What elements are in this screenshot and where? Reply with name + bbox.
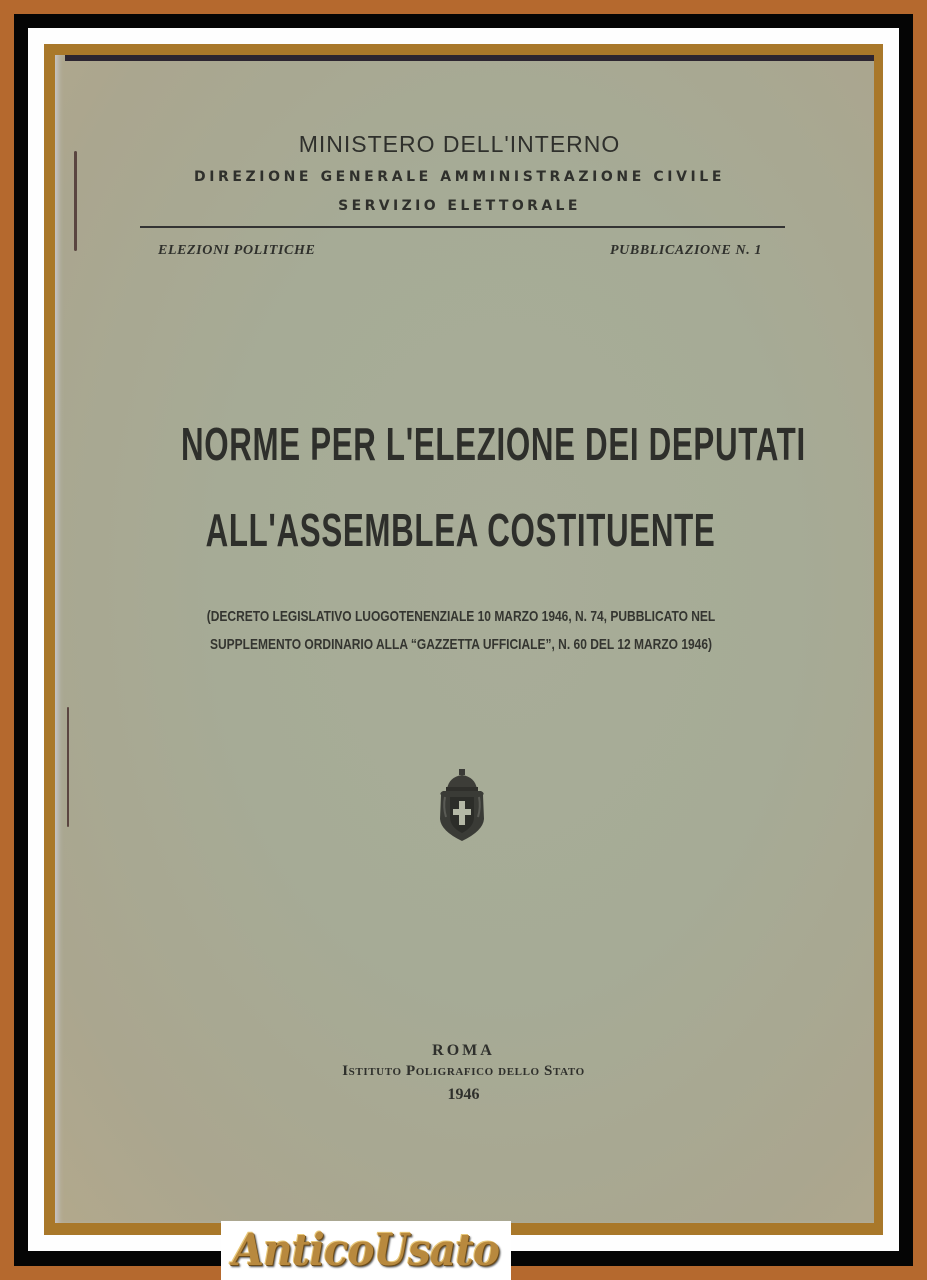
document-cover — [55, 55, 874, 1223]
staple-icon — [67, 707, 69, 827]
document-title-line2: ALL'ASSEMBLEA COSTITUENTE — [205, 504, 716, 556]
ministry-heading: MINISTERO DELL'INTERNO — [298, 131, 621, 157]
decree-reference-line1: (DECRETO LEGISLATIVO LUOGOTENENZIALE 10 MARZO 1946, N. 74, PUBBLICATO NEL — [206, 608, 716, 625]
savoy-coat-of-arms-icon — [437, 767, 487, 843]
cover-top-edge — [65, 55, 874, 61]
imprint-city: ROMA — [432, 1042, 495, 1059]
series-label: ELEZIONI POLITICHE — [158, 243, 316, 258]
seller-watermark-logo — [221, 1221, 511, 1280]
imprint-publisher: Istituto Poligrafico dello Stato — [342, 1063, 585, 1079]
service-heading: SERVIZIO ELETTORALE — [338, 198, 581, 214]
direction-heading: DIREZIONE GENERALE AMMINISTRAZIONE CIVILE — [193, 169, 725, 185]
seller-brand-text: AnticoUsato — [232, 1225, 500, 1276]
header-divider — [140, 226, 785, 228]
publication-number: PUBBLICAZIONE N. 1 — [610, 243, 762, 258]
document-title-line1: NORME PER L'ELEZIONE DEI DEPUTATI — [181, 418, 806, 470]
imprint-year: 1946 — [447, 1086, 480, 1103]
decree-reference-line2: SUPPLEMENTO ORDINARIO ALLA “GAZZETTA UFFICIALE”, N. 60 DEL 12 MARZO 1946) — [209, 636, 713, 653]
